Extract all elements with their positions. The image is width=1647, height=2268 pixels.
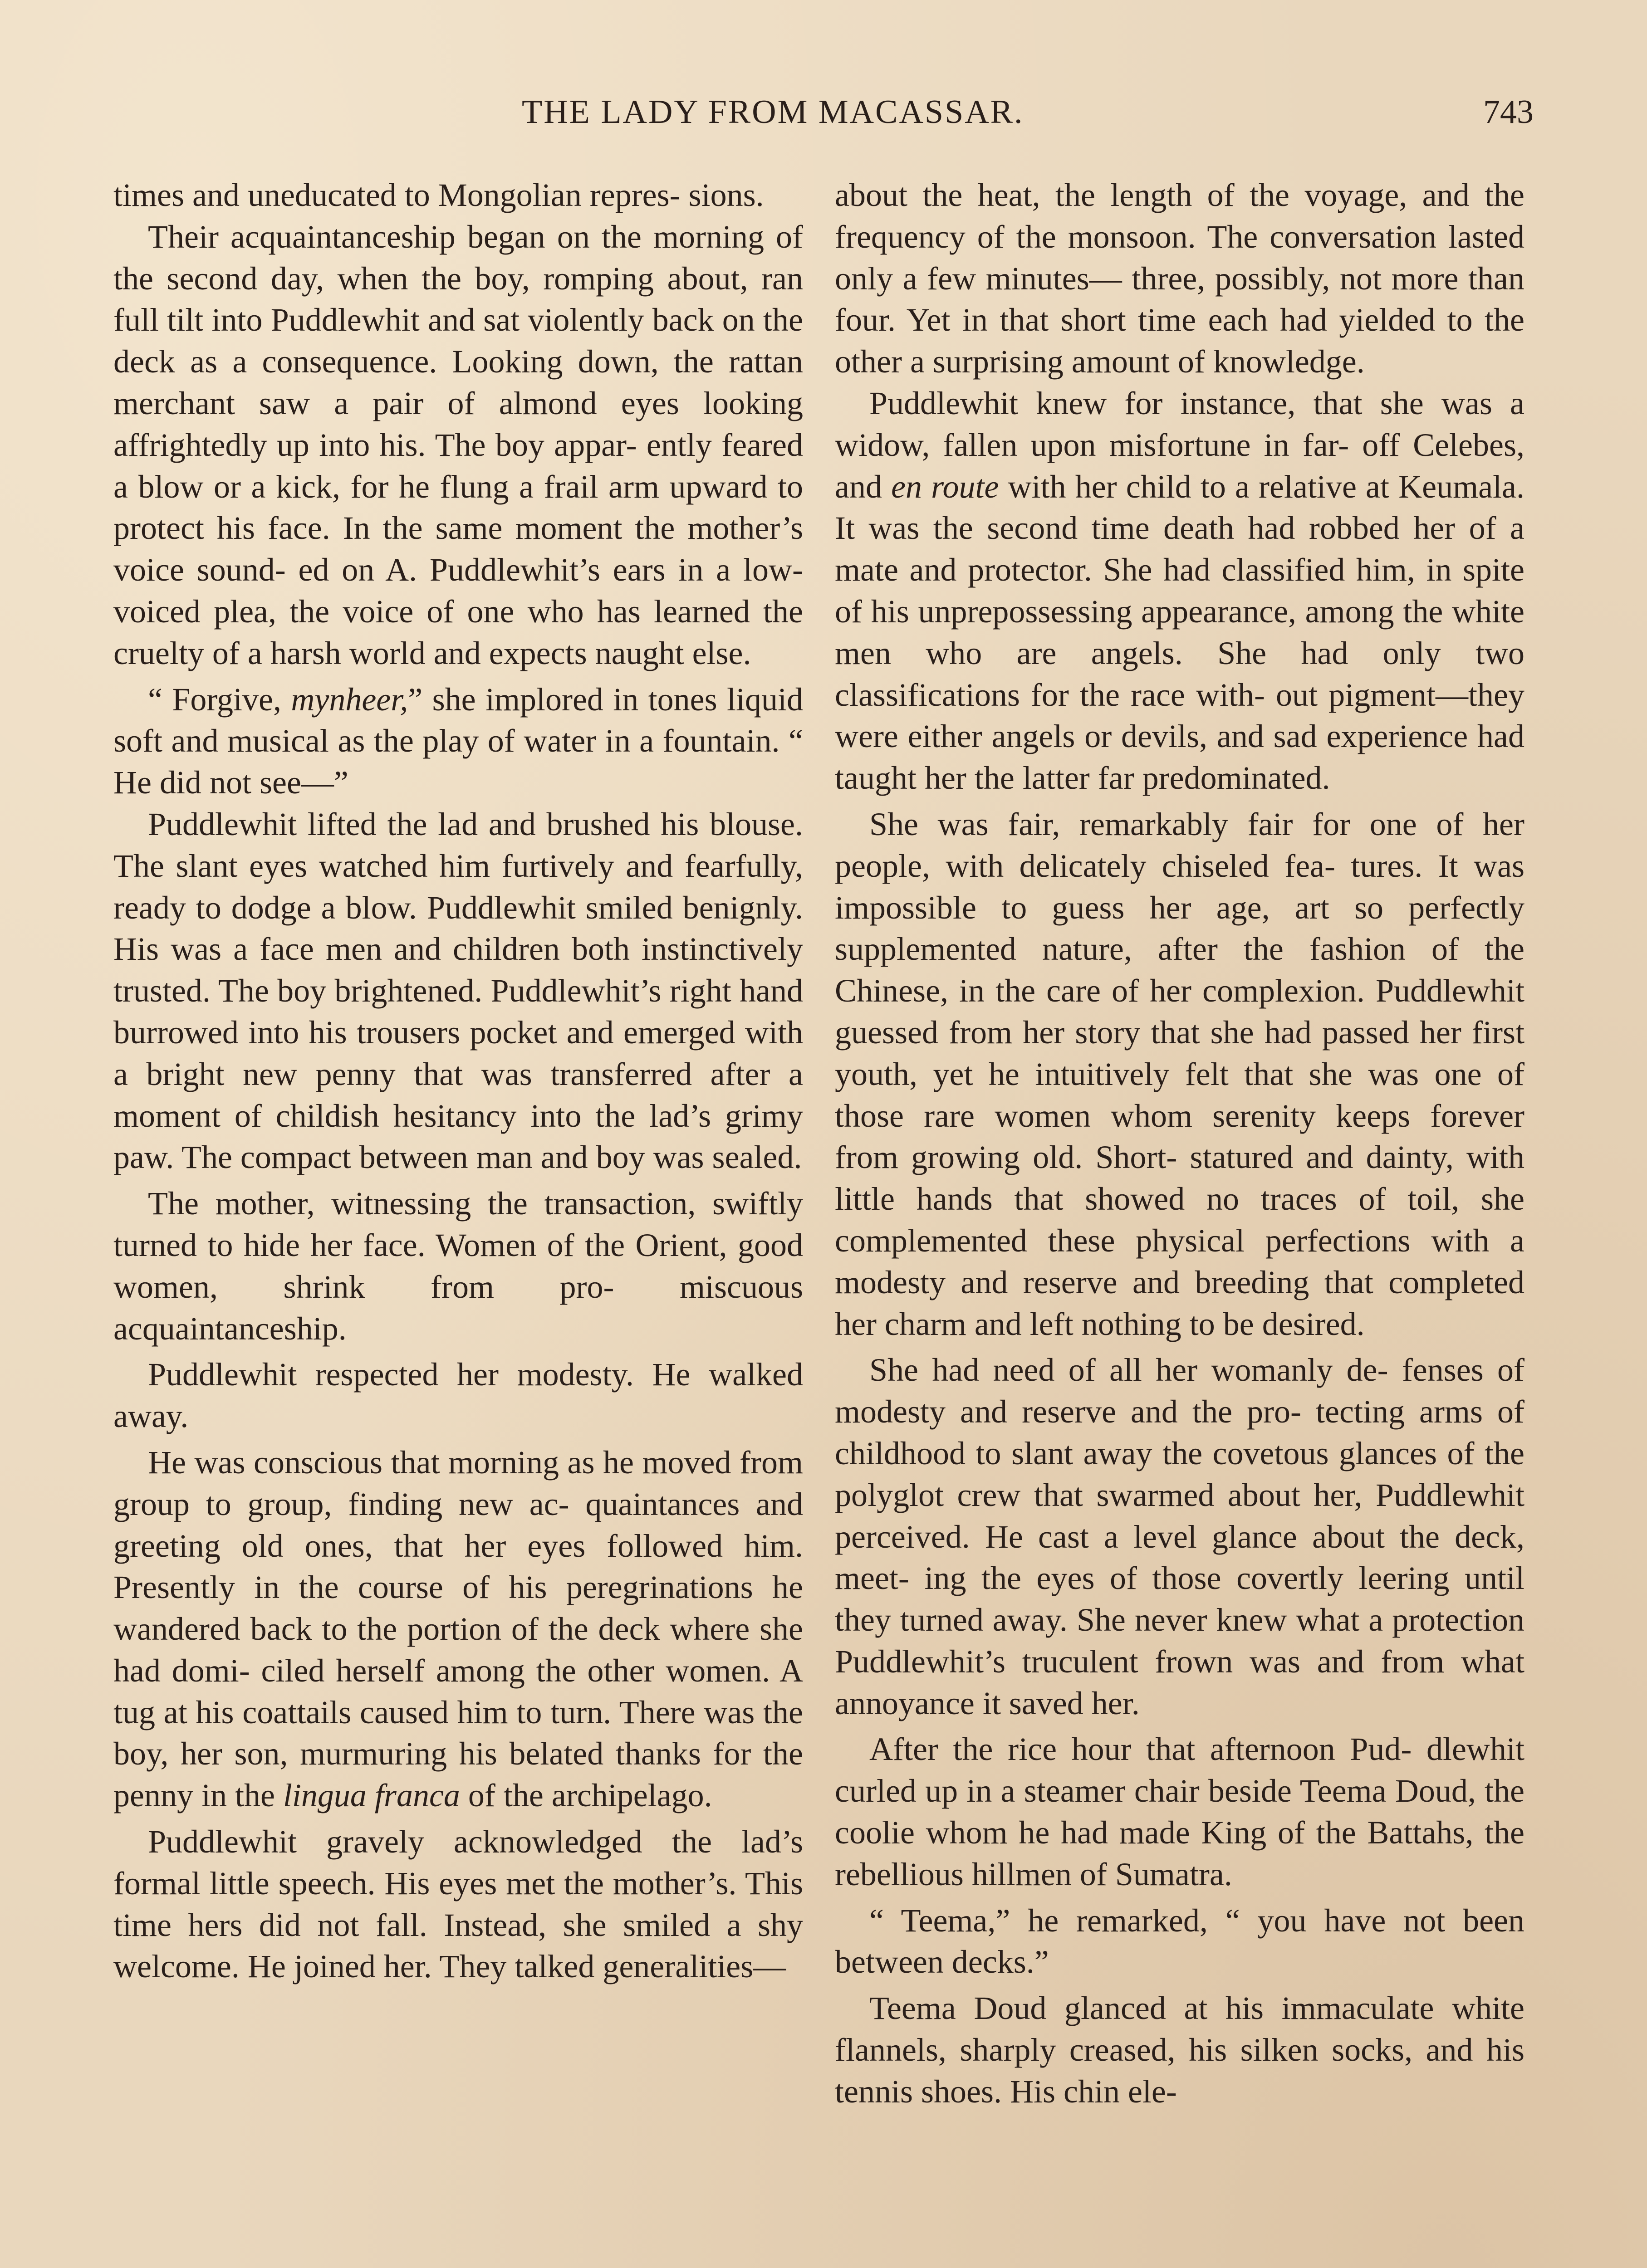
paragraph: She had need of all her womanly de- fenses of modesty and reserve and the pro- tecting arms of childhood to slant away the covetous glances of the polyglot crew that swarmed about her, Puddlewhit perceived. He cast a level glance about the deck, meet- ing the eyes of those covertly leering until they turned away. She never knew what a protection Puddlewhit’s truculent frown was and from what annoyance it saved her. (835, 1352, 1524, 1721)
paragraph (113, 679, 803, 804)
italic-text: lingua franca (283, 1777, 460, 1814)
paragraph: about the heat, the length of the voyage, and the frequency of the monsoon. The conversation lasted only a few minutes— three, possibly, not more than four. Yet in that short time each had yielded to the other a surprising amount of knowledge. (835, 177, 1524, 380)
paragraph-text: with her child to a relative at Keumala. It was the second time death had robbed her of a mate and protector. She had classified him, in spite of his unprepossessing appearance, among the white men who are angels. She had only two classifications for the race with- out pigment—they were either angels or devils, and sad experience had taught her the latter far predominated. (835, 468, 1524, 797)
paragraph-text: of the archipelago. (460, 1777, 712, 1814)
paragraph: Their acquaintanceship began on the morning of the second day, when the boy, romping about, ran full tilt into Puddlewhit and sat violently back on the deck as a consequence. Looking down, the rattan merchant saw a pair of almond eyes looking affrightedly up into his. The boy appar- ently feared a blow or a kick, for he flung a frail arm upward to protect his face. In the same moment the mother’s voice sound- ed on A. Puddlewhit’s ears in a low-voiced plea, the voice of one who has learned the cruelty of a harsh world and expects naught else. (113, 218, 803, 671)
paragraph: Teema Doud glanced at his immaculate white flannels, sharply creased, his silken socks, and his tennis shoes. His chin ele- (835, 1990, 1524, 2110)
paragraph-text: He was conscious that morning as he moved from group to group, finding new ac- quaintances and greeting old ones, that her eyes followed him. Presently in the course of his peregrinations he wandered back to the portion of the deck where she had domi- ciled herself among the other women. A tug at his coattails caused him to turn. There was the boy, her son, murmuring his belated thanks for the penny in the (113, 1444, 803, 1814)
paragraph-text: “ Forgive, (148, 681, 291, 718)
paragraph (113, 1442, 803, 1817)
paragraph: After the rice hour that afternoon Pud- dlewhit curled up in a steamer chair beside Teema Doud, the coolie whom he had made King of the Battahs, the rebellious hillmen of Sumatra. (835, 1731, 1524, 1892)
paragraph: The mother, witnessing the transaction, swiftly turned to hide her face. Women of the Orient, good women, shrink from pro- miscuous acquaintanceship. (113, 1185, 803, 1347)
italic-text: en route (891, 468, 999, 505)
paragraph: times and uneducated to Mongolian repres- sions. (113, 177, 764, 213)
left-column (113, 175, 803, 1988)
italic-text: mynheer, (291, 681, 408, 718)
paragraph: Puddlewhit gravely acknowledged the lad’s formal little speech. His eyes met the mother’s. This time hers did not fall. Instead, she smiled a shy welcome. He joined her. They talked generalities— (113, 1823, 803, 1985)
paragraph-text: ” she implored in tones liquid soft and musical as the play of water in a fountain. “ He did not see—” (113, 681, 803, 801)
page-number: 743 (1483, 93, 1534, 131)
paragraph: Puddlewhit lifted the lad and brushed his blouse. The slant eyes watched him furtively and fearfully, ready to dodge a blow. Puddlewhit smiled benignly. His was a face men and children both instinctively trusted. The boy brightened. Puddlewhit’s right hand burrowed into his trousers pocket and emerged with a bright new penny that was transferred after a moment of childish hesitancy into the lad’s grimy paw. The compact between man and boy was sealed. (113, 806, 803, 1176)
paragraph: Puddlewhit respected her modesty. He walked away. (113, 1356, 803, 1435)
paragraph-text: Puddlewhit knew for instance, that she was a widow, fallen upon misfortune in far- off Celebes, and (835, 385, 1524, 505)
paragraph: She was fair, remarkably fair for one of her people, with delicately chiseled fea- tures. It was impossible to guess her age, art so perfectly supplemented nature, after the fashion of the Chinese, in the care of her complexion. Puddlewhit guessed from her story that she had passed her first youth, yet he intuitively felt that she was one of those rare women whom serenity keeps forever from growing old. Short- statured and dainty, with little hands that showed no traces of toil, she complemented these physical perfections with a modesty and reserve and breeding that completed her charm and left nothing to be desired. (835, 806, 1524, 1342)
right-column (835, 175, 1524, 2113)
running-title: THE LADY FROM MACASSAR. (522, 93, 1024, 131)
running-header (522, 93, 1543, 143)
paragraph: “ Teema,” he remarked, “ you have not been between decks.” (835, 1902, 1524, 1980)
paragraph (835, 383, 1524, 799)
